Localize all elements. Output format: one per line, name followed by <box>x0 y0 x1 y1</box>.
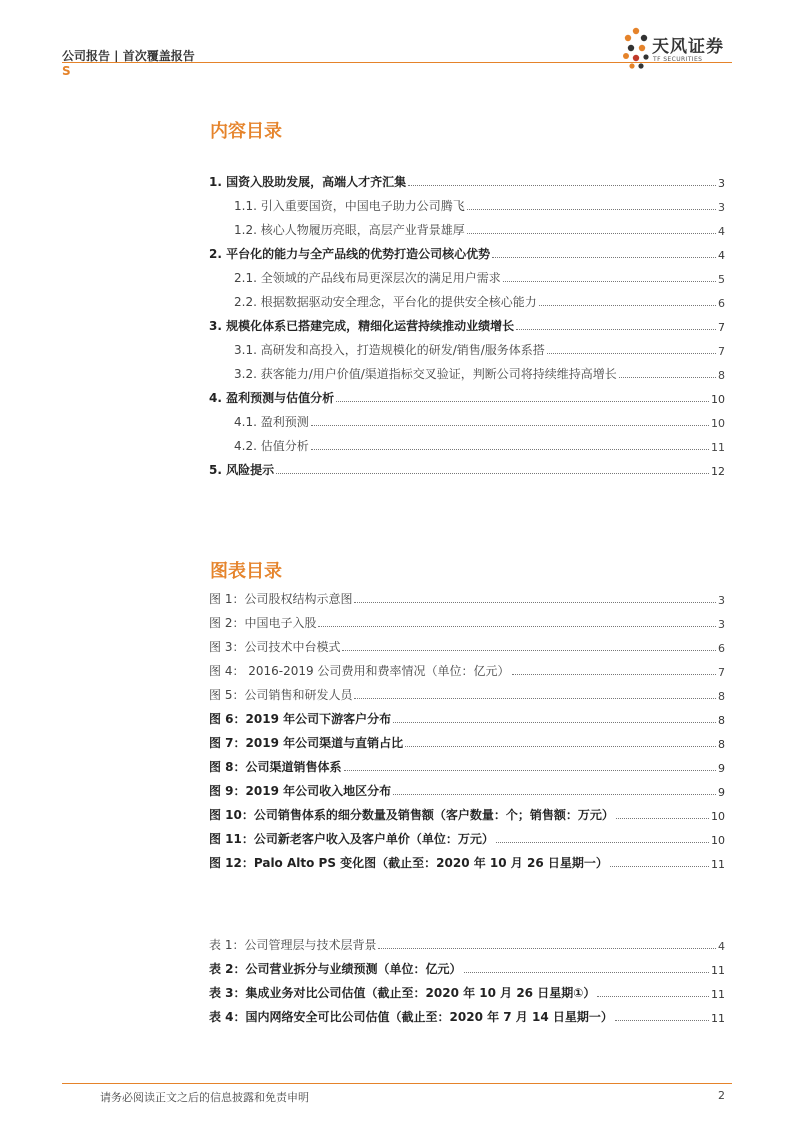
table-item[interactable]: 表 1：公司管理层与技术层背景 4 <box>209 938 725 953</box>
figure-item[interactable]: 图 9：2019 年公司收入地区分布 9 <box>209 784 725 799</box>
figure-item[interactable]: 图 3：公司技术中台模式 6 <box>209 640 725 655</box>
toc-item[interactable]: 1.1. 引入重要国资，中国电子助力公司腾飞 3 <box>234 199 725 214</box>
footer-rule <box>62 1083 732 1084</box>
figure-item[interactable]: 图 2：中国电子入股 3 <box>209 616 725 631</box>
figure-item[interactable]: 图 6：2019 年公司下游客户分布 8 <box>209 712 725 727</box>
contents-title: 内容目录 <box>210 121 282 142</box>
toc-item[interactable]: 4. 盈利预测与估值分析 10 <box>209 391 725 406</box>
toc-item[interactable]: 3.2. 获客能力/用户价值/渠道指标交叉验证，判断公司将持续维持高增长 8 <box>234 367 725 382</box>
figure-item[interactable]: 图 10：公司销售体系的细分数量及销售额（客户数量：个；销售额：万元） 10 <box>209 808 725 823</box>
figure-item[interactable]: 图 8：公司渠道销售体系 9 <box>209 760 725 775</box>
toc-item[interactable]: 4.1. 盈利预测 10 <box>234 415 725 430</box>
figure-item[interactable]: 图 5：公司销售和研发人员 8 <box>209 688 725 703</box>
flower-logo-icon <box>622 26 650 70</box>
toc-item[interactable]: 1.2. 核心人物履历亮眼，高层产业背景雄厚 4 <box>234 223 725 238</box>
figure-item[interactable]: 图 11：公司新老客户收入及客户单价（单位：万元） 10 <box>209 832 725 847</box>
report-type-label: 公司报告 | 首次覆盖报告 <box>62 49 195 63</box>
toc-item[interactable]: 3. 规模化体系已搭建完成，精细化运营持续推动业绩增长 7 <box>209 319 725 334</box>
toc-item[interactable]: 2. 平台化的能力与全产品线的优势打造公司核心优势 4 <box>209 247 725 262</box>
toc-item[interactable]: 3.1. 高研发和高投入，打造规模化的研发/销售/服务体系搭 7 <box>234 343 725 358</box>
figure-item[interactable]: 图 7：2019 年公司渠道与直销占比 8 <box>209 736 725 751</box>
toc-item[interactable]: 1. 国资入股助发展，高端人才齐汇集 3 <box>209 175 725 190</box>
company-logo <box>622 24 737 72</box>
header-stray-mark: S <box>62 64 71 78</box>
toc-item[interactable]: 2.1. 全领域的产品线布局更深层次的满足用户需求 5 <box>234 271 725 286</box>
page-number: 2 <box>718 1089 725 1102</box>
table-item[interactable]: 表 3：集成业务对比公司估值（截止至：2020 年 10 月 26 日星期①） 11 <box>209 986 725 1001</box>
figure-item[interactable]: 图 4： 2016-2019 公司费用和费率情况（单位：亿元） 7 <box>209 664 725 679</box>
figure-item[interactable]: 图 1：公司股权结构示意图 3 <box>209 592 725 607</box>
logo-text-en: TF SECURITIES <box>653 56 703 63</box>
figure-item[interactable]: 图 12：Palo Alto PS 变化图（截止至：2020 年 10 月 26 日星期一） 11 <box>209 856 725 871</box>
toc-item[interactable]: 2.2. 根据数据驱动安全理念，平台化的提供安全核心能力 6 <box>234 295 725 310</box>
footer-disclaimer: 请务必阅读正文之后的信息披露和免责申明 <box>100 1091 309 1104</box>
table-item[interactable]: 表 4：国内网络安全可比公司估值（截止至：2020 年 7 月 14 日星期一） 11 <box>209 1010 725 1025</box>
logo-text-cn: 天风证券 <box>652 37 724 57</box>
toc-item[interactable]: 4.2. 估值分析 11 <box>234 439 725 454</box>
figures-title: 图表目录 <box>210 561 282 582</box>
toc-item[interactable]: 5. 风险提示 12 <box>209 463 725 478</box>
table-item[interactable]: 表 2：公司营业拆分与业绩预测（单位：亿元） 11 <box>209 962 725 977</box>
